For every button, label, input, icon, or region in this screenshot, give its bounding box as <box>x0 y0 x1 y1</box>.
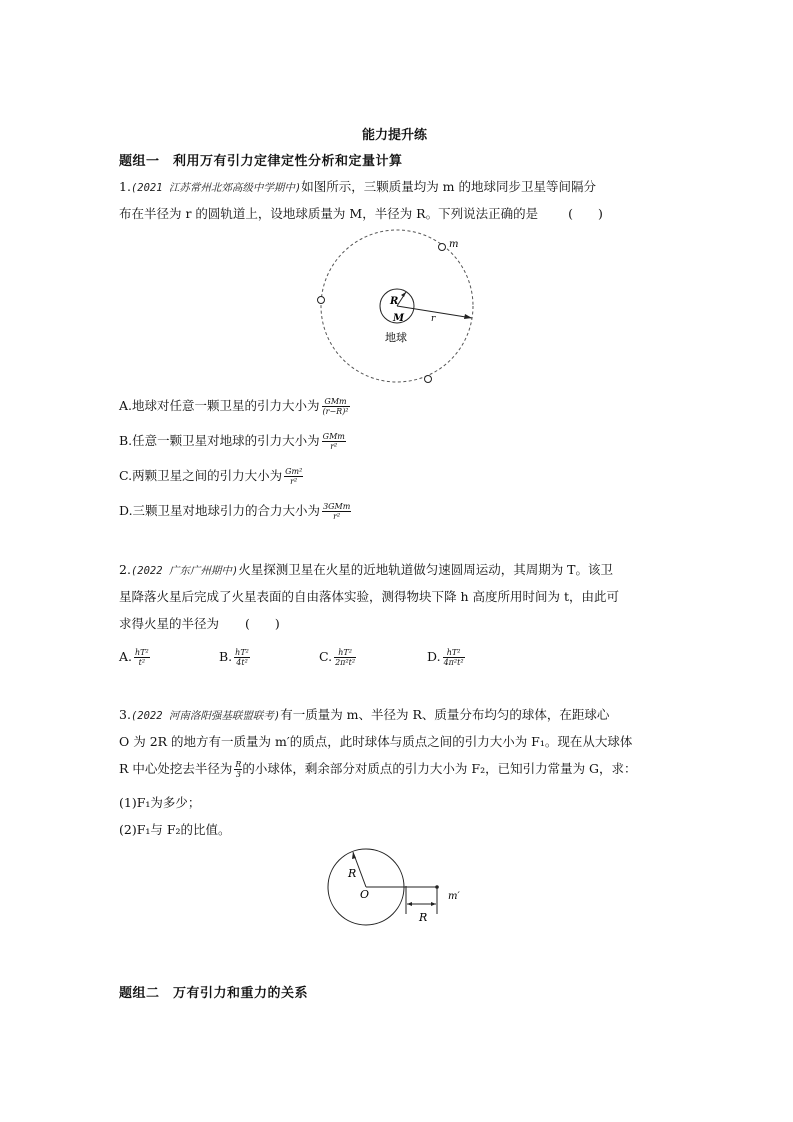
satellite-3 <box>425 376 432 383</box>
q2-option-b: B. $\frac{\text{hT²}}{\text{4t²}}$ <box>219 648 249 667</box>
q1-line2 <box>119 205 603 223</box>
q2-answer-blank: ( ) <box>244 616 280 631</box>
q3-source: (2022 河南洛阳强基联盟联考) <box>130 710 281 722</box>
q1-option-b-formula: $\frac{\text{GMm}}{\text{r²}}$ <box>322 432 345 451</box>
label-earth: 地球 <box>385 331 407 344</box>
q3-text-3b: 的小球体，剩余部分对质点的引力大小为 F₂，已知引力常量为 G，求： <box>242 761 637 776</box>
q1-option-a-formula: $\frac{\text{GMm}}{\text{(r−R)²}}$ <box>322 397 349 416</box>
q3-fraction: $\frac{R}{3}$ <box>235 760 242 779</box>
q2-line1 <box>119 561 613 580</box>
label-r: r <box>431 314 436 324</box>
q3-sub2: (2)F₁与 F₂的比值。 <box>119 822 231 837</box>
q2-line3 <box>119 615 280 633</box>
q2-option-a: A. $\frac{\text{hT²}}{\text{t²}}$ <box>119 648 149 667</box>
q1-option-a-text: A.地球对任意一颗卫星的引力大小为 <box>119 398 320 413</box>
q2-source: (2022 广东广州期中) <box>130 565 239 577</box>
q2-line2 <box>119 588 619 606</box>
section-title: 能力提升练 <box>362 128 428 143</box>
satellite-2 <box>318 297 325 304</box>
label-m: m <box>449 239 459 250</box>
group2-title: 题组二 万有引力和重力的关系 <box>119 986 309 1001</box>
satellite-1 <box>439 244 446 251</box>
q1-option-d-text: D.三颗卫星对地球引力的合力大小为 <box>119 503 321 518</box>
q2-option-d: D. $\frac{\text{hT²}}{\text{4π²t²}}$ <box>427 648 464 667</box>
q3-number: 3. <box>119 707 131 722</box>
q3-text-3a: R 中心处挖去半径为 <box>119 761 233 776</box>
q2-option-c: C. $\frac{\text{hT²}}{\text{2π²t²}}$ <box>319 648 356 667</box>
q1-option-c-formula: $\frac{\text{Gm²}}{\text{r²}}$ <box>285 467 303 486</box>
q1-text-1: 如图所示，三颗质量均为 m 的地球同步卫星等间隔分 <box>301 179 597 194</box>
q1-answer-blank: ( ) <box>568 206 603 221</box>
q2-number: 2. <box>119 562 131 577</box>
label-R-distance: R <box>419 911 428 924</box>
q1-text-2: 布在半径为 r 的圆轨道上，设地球质量为 M，半径为 R。下列说法正确的是 <box>119 206 539 221</box>
q3-text-2: O 为 2R 的地方有一质量为 m′的质点，此时球体与质点之间的引力大小为 F₁。现在从大球体 <box>119 734 633 749</box>
q1-option-d-formula: $\frac{\text{3GMm}}{\text{r²}}$ <box>323 502 351 521</box>
label-R: R <box>348 867 357 880</box>
q3-sub1: (1)F₁为多少； <box>119 795 201 810</box>
q1-option-c <box>119 467 303 486</box>
q2-text-1: 火星探测卫星在火星的近地轨道做匀速圆周运动，其周期为 T。该卫 <box>238 562 614 577</box>
label-M: M <box>393 313 405 324</box>
q1-option-c-text: C.两颗卫星之间的引力大小为 <box>119 468 283 483</box>
q2-text-3: 求得火星的半径为 <box>119 616 220 631</box>
q1-orbit-figure <box>300 228 500 388</box>
q3-line2 <box>119 733 632 751</box>
label-O: O <box>360 888 370 901</box>
q1-option-d <box>119 502 351 521</box>
q3-line3 <box>119 760 637 779</box>
q1-number: 1. <box>119 179 131 194</box>
q3-line1 <box>119 706 609 725</box>
q1-option-a <box>119 397 350 416</box>
group1-title: 题组一 利用万有引力定律定性分析和定量计算 <box>119 154 403 169</box>
q1-option-b <box>119 432 346 451</box>
q1-option-b-text: B.任意一颗卫星对地球的引力大小为 <box>119 433 320 448</box>
q3-text-1: 有一质量为 m、半径为 R、质量分布均匀的球体，在距球心 <box>280 707 610 722</box>
label-R: R <box>390 296 399 307</box>
q3-sphere-figure <box>320 842 480 932</box>
q1-source: (2021 江苏常州北郊高级中学期中) <box>130 182 302 194</box>
label-m-prime: m′ <box>448 891 460 902</box>
q1-line1 <box>119 178 596 197</box>
q2-text-2: 星降落火星后完成了火星表面的自由落体实验，测得物块下降 h 高度所用时间为 t，由此可 <box>119 589 619 604</box>
